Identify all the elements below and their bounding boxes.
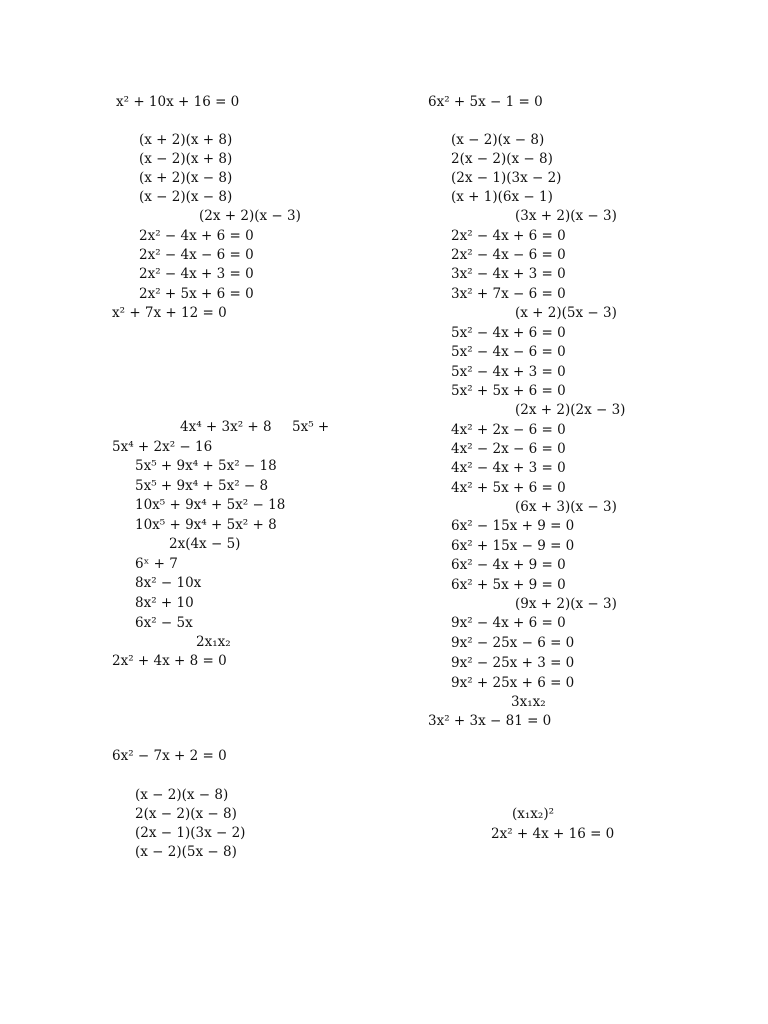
factor-option: (x − 2)(x − 8) <box>451 132 545 148</box>
equation-option: 2x² − 4x − 6 = 0 <box>451 247 566 263</box>
polynomial-prompt: 4x⁴ + 3x² + 8 <box>180 419 272 435</box>
factor-prompt: (x + 2)(5x − 3) <box>515 305 617 321</box>
equation-option: 4x² − 4x + 3 = 0 <box>451 460 566 476</box>
equation-option: 6x² + 5x + 9 = 0 <box>451 577 566 593</box>
equation-option: 9x² − 4x + 6 = 0 <box>451 615 566 631</box>
expand-option: 8x² − 10x <box>135 575 202 591</box>
factor-option: (x − 2)(5x − 8) <box>135 844 237 860</box>
expand-option: 8x² + 10 <box>135 595 194 611</box>
equation-option: 2x² − 4x + 3 = 0 <box>139 266 254 282</box>
factor-option: (2x − 1)(3x − 2) <box>451 170 562 186</box>
factor-option: (x + 1)(6x − 1) <box>451 189 553 205</box>
equation-option: 9x² + 25x + 6 = 0 <box>451 675 575 691</box>
expand-option: 6x² − 5x <box>135 615 193 631</box>
equation-option: 2x² + 5x + 6 = 0 <box>139 286 254 302</box>
equation-option: 4x² + 2x − 6 = 0 <box>451 422 566 438</box>
factor-option: (x − 2)(x − 8) <box>139 189 233 205</box>
equation-option: 3x² − 4x + 3 = 0 <box>451 266 566 282</box>
equation-line: 6x² + 5x − 1 = 0 <box>428 94 543 110</box>
equation-line: 6x² − 7x + 2 = 0 <box>112 748 227 764</box>
equation-option: 2x² − 4x − 6 = 0 <box>139 247 254 263</box>
equation-option: 9x² − 25x − 6 = 0 <box>451 635 575 651</box>
equation-line: x² + 7x + 12 = 0 <box>112 305 227 321</box>
polynomial-option: 5x⁵ + 9x⁴ + 5x² − 18 <box>135 458 277 474</box>
equation-line: 3x² + 3x − 81 = 0 <box>428 713 552 729</box>
factor-prompt: (2x + 2)(2x − 3) <box>515 402 626 418</box>
factor-option: (x − 2)(x − 8) <box>135 787 229 803</box>
roots-prompt: 3x₁x₂ <box>511 694 546 710</box>
roots-prompt: 2x₁x₂ <box>196 634 231 650</box>
factor-prompt: (3x + 2)(x − 3) <box>515 208 617 224</box>
equation-option: 4x² − 2x − 6 = 0 <box>451 441 566 457</box>
polynomial-option: 5x⁵ + 9x⁴ + 5x² − 8 <box>135 478 269 494</box>
roots-prompt: (x₁x₂)² <box>512 806 554 822</box>
equation-option: 4x² + 5x + 6 = 0 <box>451 480 566 496</box>
equation-line: x² + 10x + 16 = 0 <box>116 94 240 110</box>
factor-option: (x − 2)(x + 8) <box>139 151 233 167</box>
equation-option: 2x² − 4x + 6 = 0 <box>139 228 254 244</box>
equation-option: 6x² − 15x + 9 = 0 <box>451 518 575 534</box>
factor-option: 2(x − 2)(x − 8) <box>451 151 553 167</box>
equation-option: 9x² − 25x + 3 = 0 <box>451 655 575 671</box>
expand-option: 6ˣ + 7 <box>135 556 178 572</box>
equation-option: 5x² − 4x − 6 = 0 <box>451 344 566 360</box>
equation-option: 5x² − 4x + 6 = 0 <box>451 325 566 341</box>
equation-option: 5x² + 5x + 6 = 0 <box>451 383 566 399</box>
expand-prompt: 2x(4x − 5) <box>169 536 241 552</box>
polynomial-option: 10x⁵ + 9x⁴ + 5x² − 18 <box>135 497 286 513</box>
polynomial-option: 10x⁵ + 9x⁴ + 5x² + 8 <box>135 517 277 533</box>
equation-option: 2x² − 4x + 6 = 0 <box>451 228 566 244</box>
factor-prompt: (2x + 2)(x − 3) <box>199 208 301 224</box>
factor-option: (2x − 1)(3x − 2) <box>135 825 246 841</box>
factor-option: 2(x − 2)(x − 8) <box>135 806 237 822</box>
polynomial-prompt: 5x⁵ + <box>292 419 330 435</box>
factor-option: (x + 2)(x − 8) <box>139 170 233 186</box>
equation-option: 3x² + 7x − 6 = 0 <box>451 286 566 302</box>
equation-option: 6x² − 4x + 9 = 0 <box>451 557 566 573</box>
equation-option: 5x² − 4x + 3 = 0 <box>451 364 566 380</box>
polynomial-prompt: 5x⁴ + 2x² − 16 <box>112 439 213 455</box>
factor-prompt: (9x + 2)(x − 3) <box>515 596 617 612</box>
equation-line: 2x² + 4x + 16 = 0 <box>491 826 615 842</box>
equation-option: 6x² + 15x − 9 = 0 <box>451 538 575 554</box>
factor-option: (x + 2)(x + 8) <box>139 132 233 148</box>
equation-line: 2x² + 4x + 8 = 0 <box>112 653 227 669</box>
factor-prompt: (6x + 3)(x − 3) <box>515 499 617 515</box>
